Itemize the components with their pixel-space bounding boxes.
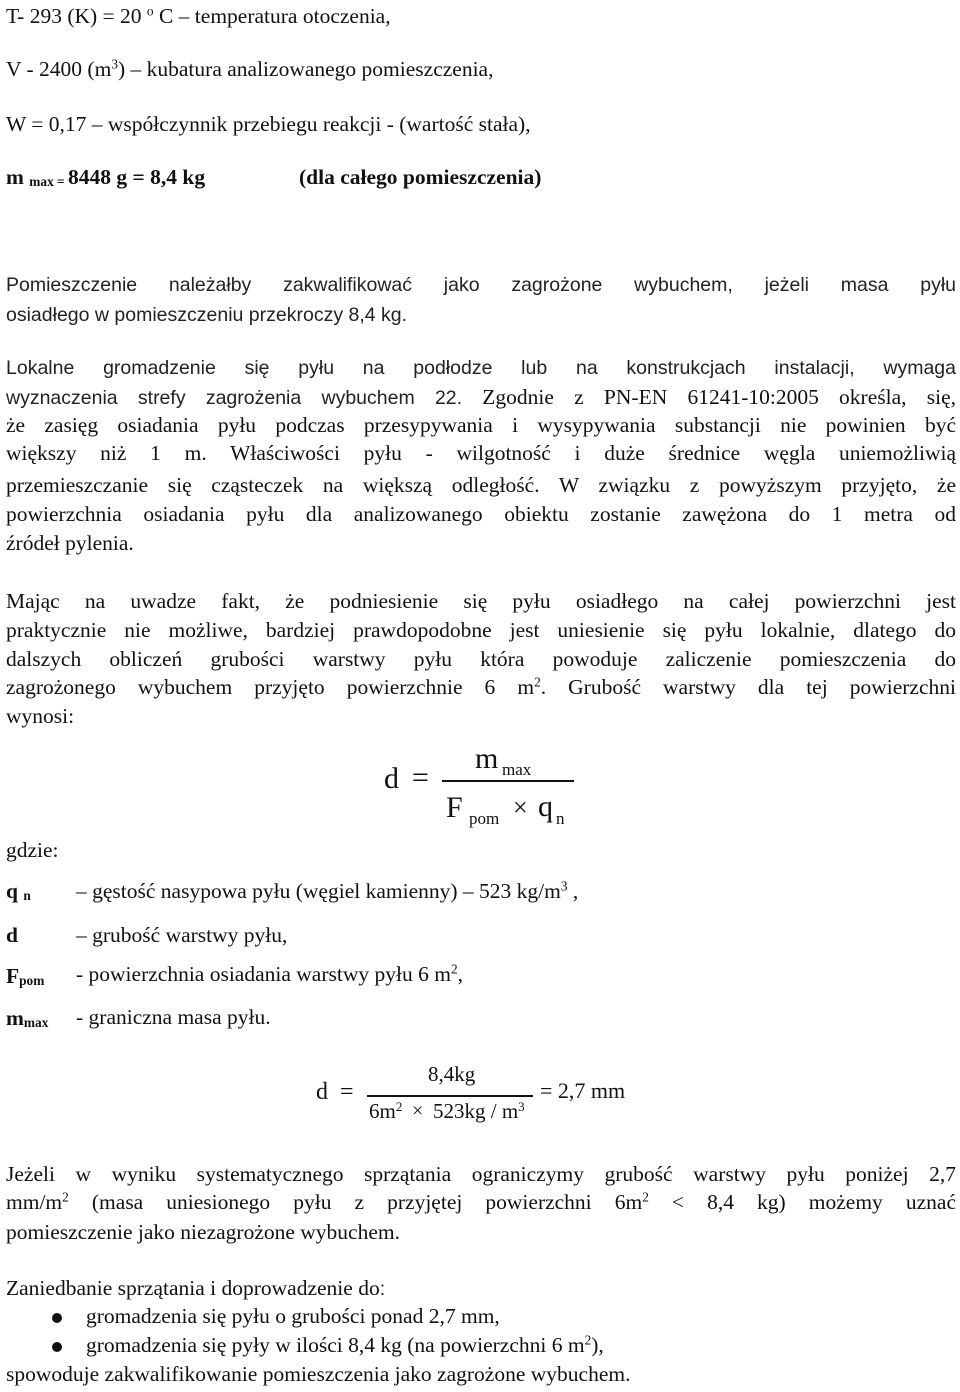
bullet-item-2-sup: 2 bbox=[584, 1332, 592, 1348]
para2-line2b: Zgodnie z PN-EN 61241-10:2005 określa, się, bbox=[462, 385, 956, 409]
m-definition bbox=[6, 167, 205, 189]
formula1-den-qsub: n bbox=[556, 809, 565, 828]
formula2-den-a-sup: 2 bbox=[395, 1098, 403, 1114]
t-rest: C – temperatura otoczenia, bbox=[153, 4, 391, 28]
t-definition bbox=[6, 3, 391, 28]
t-lead: T- 293 (K) = 20 bbox=[6, 4, 147, 28]
formula2-times: × bbox=[412, 1100, 424, 1122]
formula2-den-a-text: 6m bbox=[369, 1099, 396, 1123]
legend-desc-fpom bbox=[76, 961, 463, 986]
legend-sup: 3 bbox=[560, 878, 568, 894]
formula1-num-m: m bbox=[475, 742, 499, 775]
legend-sub: n bbox=[23, 887, 31, 903]
para4-line2 bbox=[6, 1189, 956, 1214]
legend-sym-qn bbox=[6, 881, 31, 903]
legend-sym: q bbox=[6, 879, 18, 903]
bullet-icon bbox=[52, 1313, 62, 1323]
para3-line3: dalszych obliczeń grubości warstwy pyłu która powoduje zaliczenie pomieszczenia do bbox=[6, 647, 956, 671]
para4-line2a: mm/m bbox=[6, 1190, 63, 1214]
legend-sub: pom bbox=[19, 972, 45, 988]
legend-sym-fpom bbox=[6, 966, 44, 988]
para1-line2: osiadłego w pomieszczeniu przekroczy 8,4 kg. bbox=[6, 304, 408, 326]
bullet-icon bbox=[52, 1342, 62, 1352]
para2-line5: przemieszczanie się cząsteczek na większą odległość. W związku z powyższym przyjęto, że bbox=[6, 473, 956, 497]
para2-line1: Lokalne gromadzenie się pyłu na podłodze lub na konstrukcjach instalacji, wymaga bbox=[6, 357, 956, 379]
para2-line7: źródeł pylenia. bbox=[6, 531, 134, 555]
legend-tail: , bbox=[457, 962, 463, 986]
v-lead: V - 2400 (m bbox=[6, 57, 112, 81]
bullet-item-1 bbox=[86, 1306, 500, 1328]
legend-sym: F bbox=[6, 964, 20, 988]
legend-sup: 2 bbox=[450, 961, 458, 977]
para4-line2b: (masa uniesionego pyłu z przyjętej powierzchni 6m bbox=[68, 1190, 643, 1214]
bullet-item-2 bbox=[86, 1332, 604, 1357]
area-sup: 2 bbox=[534, 674, 541, 690]
para5-line1a: Zaniedbanie sprzątania i doprowadzenie do bbox=[6, 1276, 380, 1300]
formula2-den-b bbox=[433, 1098, 525, 1123]
legend-tail: , bbox=[567, 879, 579, 903]
para5-closing: spowoduje zakwalifikowanie pomieszczenia jako zagrożone wybuchem. bbox=[6, 1362, 631, 1386]
w-definition: W = 0,17 – współczynnik przebiegu reakcji - (wartość stała), bbox=[6, 112, 531, 136]
para4-sup2: 2 bbox=[642, 1189, 649, 1205]
para1-line1: Pomieszczenie należałby zakwalifikować jako zagrożone wybuchem, jeżeli masa pyłu bbox=[6, 274, 956, 296]
legend-desc: - powierzchnia osiadania warstwy pyłu 6 m bbox=[76, 962, 451, 986]
m-symbol: m bbox=[6, 165, 30, 189]
legend-sub: max bbox=[23, 1014, 49, 1030]
bullet-item-1-text: gromadzenia się pyłu o grubości ponad 2,7 mm, bbox=[86, 1304, 500, 1328]
legend-desc-d: – grubość warstwy pyłu, bbox=[76, 923, 288, 947]
m-note: (dla całego pomieszczenia) bbox=[299, 165, 542, 189]
para2-line4: większy niż 1 m. Właściwości pyłu - wilgotność i duże średnice węgla uniemożliwią bbox=[6, 441, 956, 465]
para2-line6: powierzchnia osiadania pyłu dla analizowanego obiektu zostanie zawężona do 1 metra od bbox=[6, 502, 956, 526]
bullet-item-2-text: gromadzenia się pyły w ilości 8,4 kg (na powierzchni 6 m bbox=[86, 1333, 585, 1357]
para3-line1: Mając na uwadze fakt, że podniesienie się pyłu osiadłego na całej powierzchni jest bbox=[6, 589, 956, 613]
para3-line5: wynosi: bbox=[6, 704, 75, 728]
v-rest: ) – kubatura analizowanego pomieszczenia, bbox=[117, 57, 494, 81]
formula1-times: × bbox=[513, 793, 528, 822]
v-definition bbox=[6, 56, 494, 81]
para3-line2: praktycznie nie możliwe, bardziej prawdopodobne jest uniesienie się pyłu lokalnie, dlatego do bbox=[6, 618, 956, 642]
bullet-item-2-tail: ), bbox=[591, 1333, 604, 1357]
para3-line4b: . Grubość warstwy dla tej powierzchni bbox=[540, 675, 956, 699]
legend-desc-qn bbox=[76, 878, 579, 903]
legend-sym-mmax bbox=[6, 1008, 48, 1030]
m-subscript: max = bbox=[29, 173, 68, 189]
formula2-den-a bbox=[369, 1098, 403, 1123]
para4-line3: pomieszczenie jako niezagrożone wybuchem. bbox=[6, 1220, 400, 1244]
formula2-den-b-text: 523kg / m bbox=[433, 1099, 519, 1123]
formula1-den-f: F bbox=[446, 791, 463, 824]
formula2-lhs: d bbox=[316, 1079, 328, 1105]
para4-line1: Jeżeli w wyniku systematycznego sprzątania ograniczymy grubość warstwy pyłu poniżej 2,7 bbox=[6, 1162, 956, 1186]
formula2-fraction-bar bbox=[367, 1095, 533, 1097]
v-sup: 3 bbox=[111, 56, 118, 72]
formula2-eq: = bbox=[340, 1079, 354, 1105]
formula1-fraction-bar bbox=[442, 780, 574, 782]
formula1-num-sub: max bbox=[502, 760, 532, 779]
para2-line2a: wyznaczenia strefy zagrożenia wybuchem 22. bbox=[6, 387, 463, 409]
legend-desc: – gęstość nasypowa pyłu (węgiel kamienny) – 523 kg/m bbox=[76, 879, 561, 903]
formula2-result: = 2,7 mm bbox=[540, 1078, 626, 1103]
formula1-den-q: q bbox=[538, 790, 553, 823]
para3-line4 bbox=[6, 674, 956, 699]
legend-sym: m bbox=[6, 1006, 24, 1030]
para3-line4a: zagrożonego wybuchem przyjęto powierzchnie 6 m bbox=[6, 675, 535, 699]
para2-line3: że zasięg osiadania pyłu podczas przesypywania i wysypywania substancji nie powinien być bbox=[6, 413, 956, 437]
formula1-eq: = bbox=[412, 761, 429, 794]
formula2-num: 8,4kg bbox=[428, 1062, 476, 1086]
m-value: 8448 g = 8,4 kg bbox=[68, 165, 206, 189]
degree-sup: o bbox=[146, 3, 154, 19]
para2-line2 bbox=[6, 387, 956, 409]
formula1-den-fsub: pom bbox=[469, 809, 500, 828]
formula1-lhs: d bbox=[384, 762, 399, 795]
formula2-den-b-sup: 3 bbox=[518, 1098, 525, 1114]
para4-sup1: 2 bbox=[62, 1189, 69, 1205]
para5-colon: : bbox=[379, 1278, 386, 1300]
para5-line1 bbox=[6, 1278, 385, 1300]
para4-line2c: < 8,4 kg) możemy uznać bbox=[648, 1190, 956, 1214]
legend-sym-d: d bbox=[6, 923, 18, 947]
legend-desc-mmax: - graniczna masa pyłu. bbox=[76, 1005, 271, 1029]
gdzie-label: gdzie: bbox=[6, 838, 59, 862]
